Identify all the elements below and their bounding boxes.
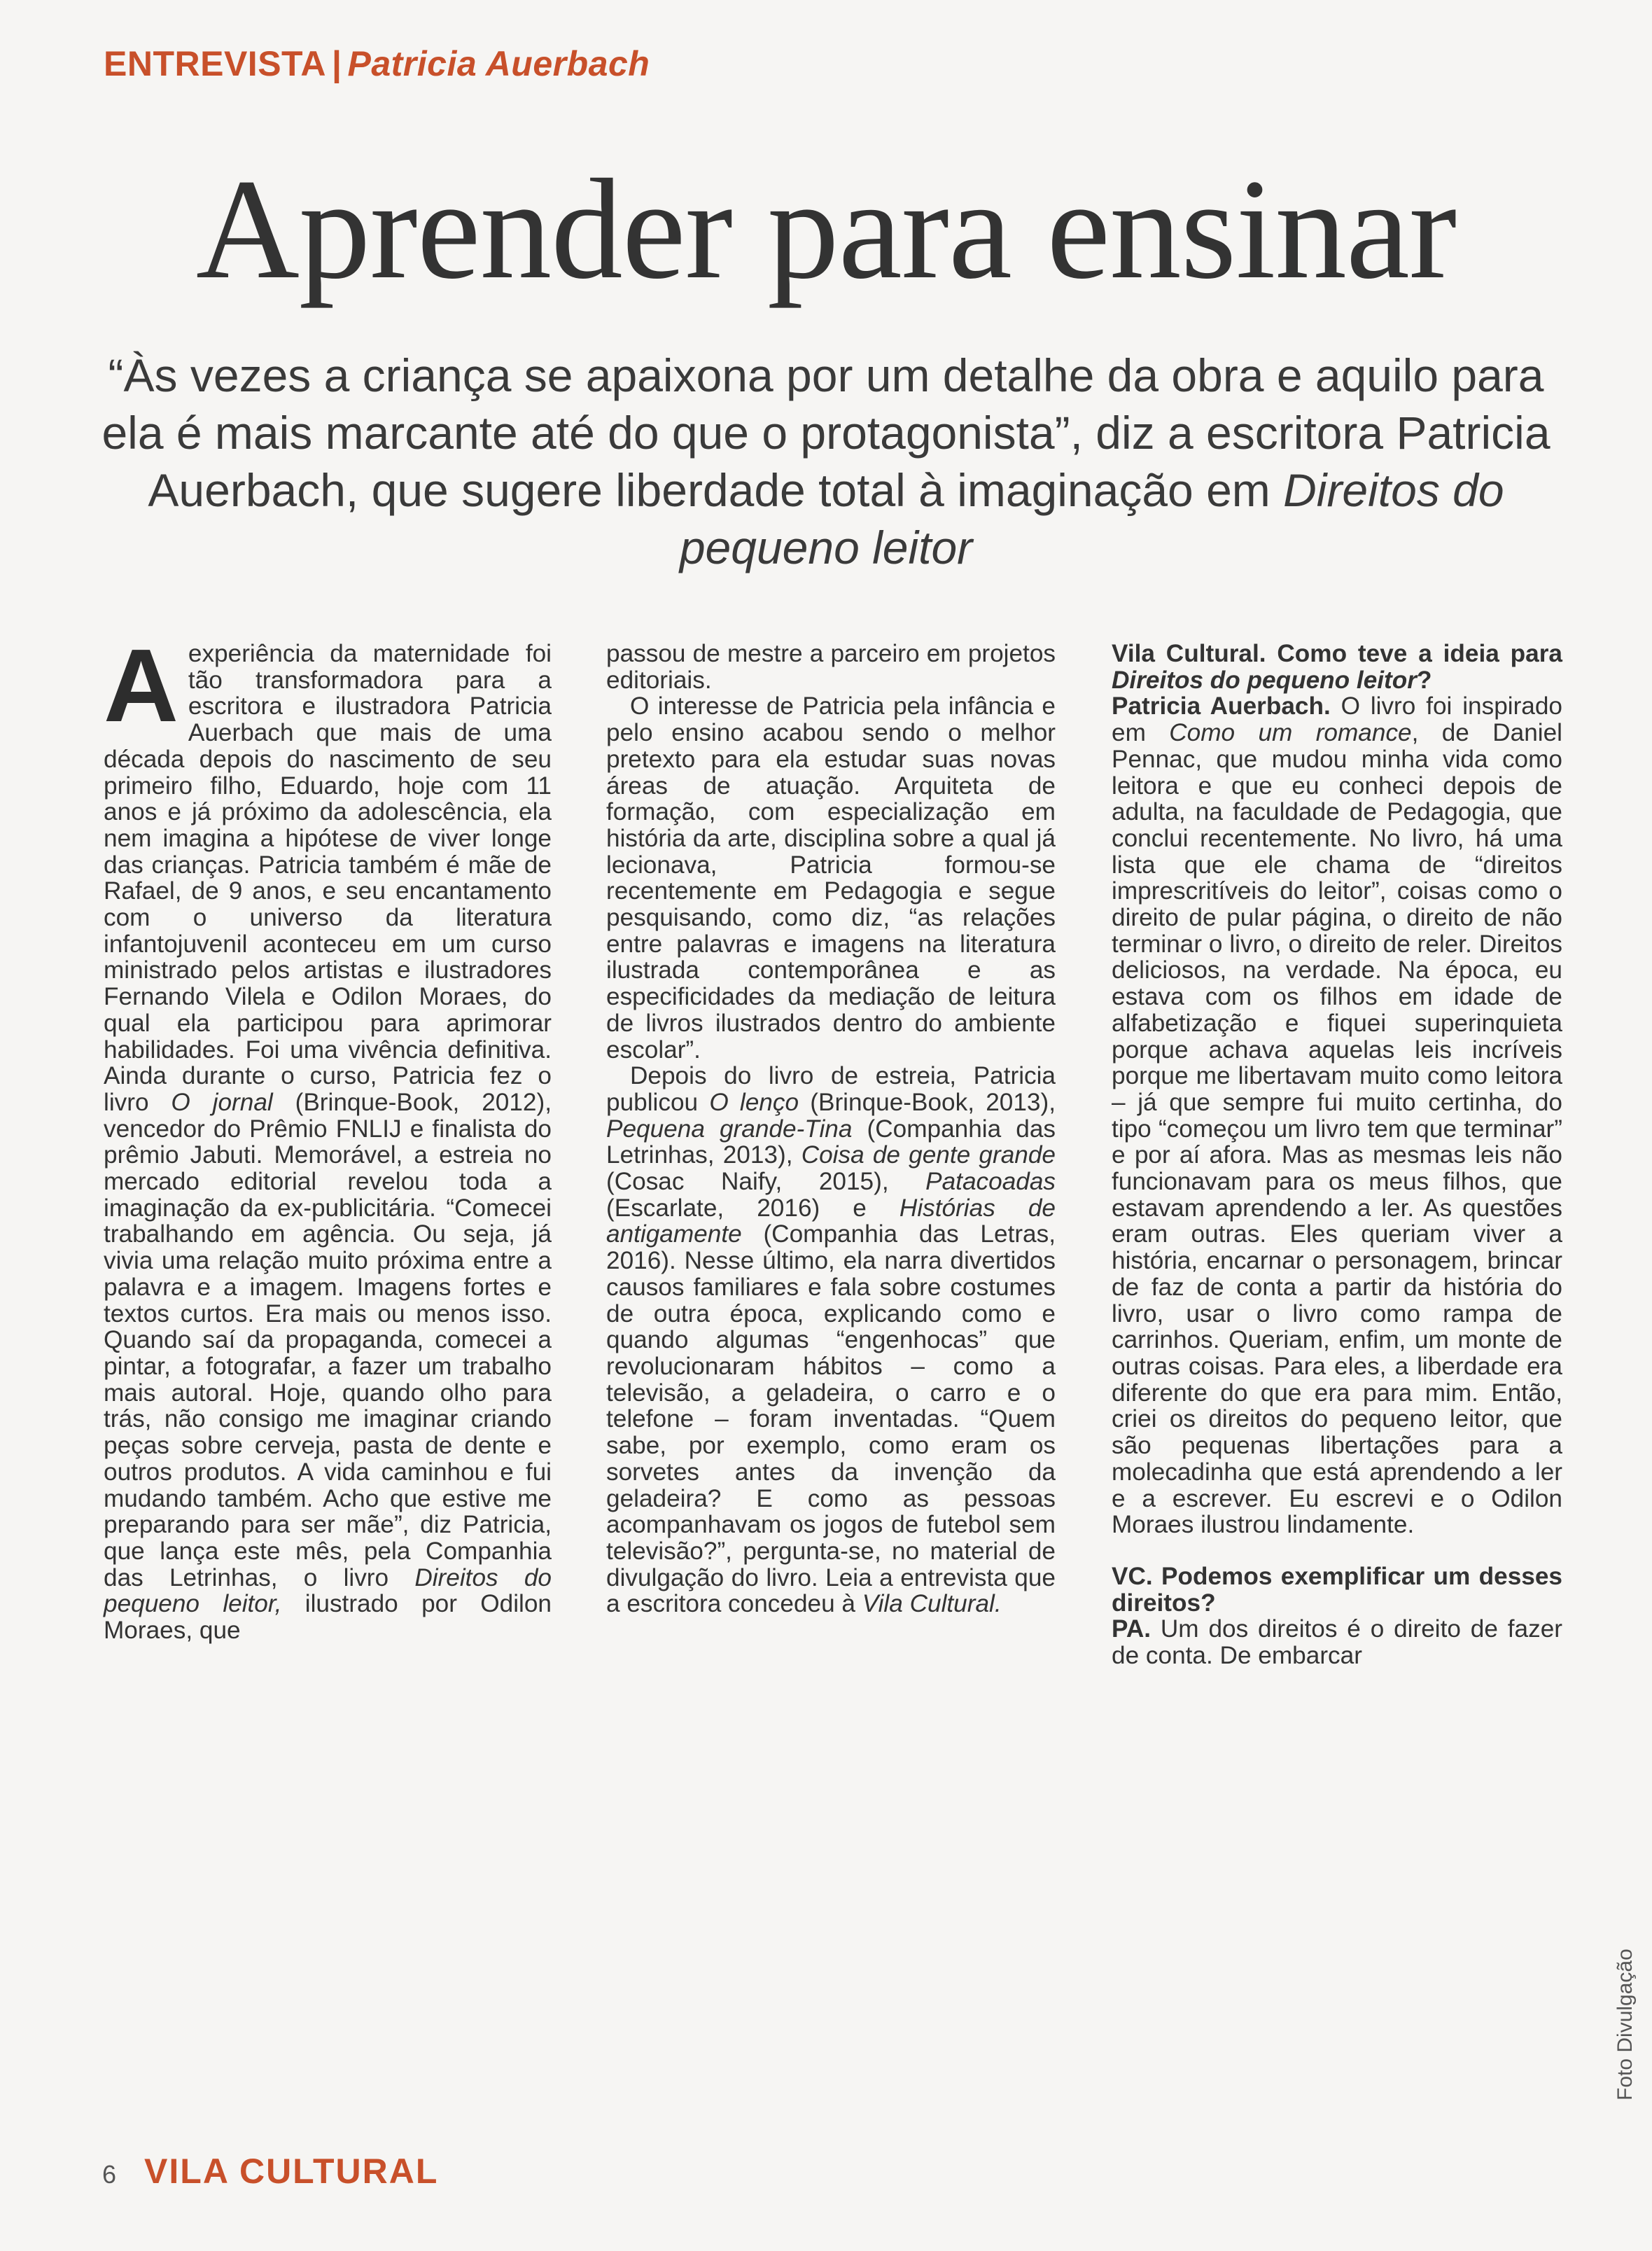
paragraph <box>606 1063 1056 1617</box>
paragraph <box>104 628 552 1645</box>
article-column-1 <box>104 628 552 1645</box>
interview-question <box>1112 641 1562 693</box>
text-run: (Companhia das Letras, 2016). Nesse último, ela narra divertidos causos familiares e fala sobre costumes de outra época, explicando como e quando algumas “engenhocas” que revolucionaram hábitos – como a televisão, a geladeira, o carro e o telefone – foram inventadas. “Quem sabe, por exemplo, como eram os sorvetes antes da invenção da geladeira? E como as pessoas acompanhavam os jogos de futebol sem televisão?”, pergunta-se, no material de divulgação do livro. Leia a entrevista que a escritora concedeu à <box>606 1220 1056 1618</box>
article-column-3 <box>1112 641 1562 1669</box>
paragraph: O interesse de Patricia pela infância e pelo ensino acabou sendo o melhor pretexto para ela estudar suas novas áreas de atuação. Arquiteta de formação, com especialização em história da arte, disciplina sobre a qual já lecionava, Patricia formou-se recentemente em Pedagogia e segue pesquisando, como diz, “as relações entre palavras e imagens na literatura ilustrada contemporânea e as especificidades da mediação de leitura de livros ilustrados dentro do ambiente escolar”. <box>606 692 1056 1064</box>
headline: Aprender para ensinar <box>195 150 1457 309</box>
photo-credit: Foto Divulgação <box>1614 1949 1637 2100</box>
page-number: 6 <box>102 2160 117 2189</box>
page-footer <box>102 2151 438 2191</box>
drop-cap: A <box>104 628 178 744</box>
book-title: Direitos do pequeno leitor, <box>104 1563 552 1618</box>
text-run: Vila Cultural. Como teve a ideia para <box>1112 640 1562 667</box>
section-separator: | <box>332 44 342 83</box>
text-run: ? <box>1416 666 1432 694</box>
speaker-label: Patricia Auerbach. <box>1112 692 1331 720</box>
text-run: experiência da maternidade foi tão transformadora para a escritora e ilustradora Patricia Auerbach que mais de uma década depois do nascimento de seu primeiro filho, Eduardo, hoje com 11 anos e já próximo da adolescência, ela nem imagina a hipótese de viver longe das crianças. Patricia também é mãe de Rafael, de 9 anos, e seu encantamento com o universo da literatura infantojuvenil aconteceu em um curso ministrado pelos artistas e ilustradores Fernando Vilela e Odilon Moraes, do qual ela participou para aprimorar habilidades. Foi uma vivência definitiva. Ainda durante o curso, Patricia fez o livro <box>104 640 552 1116</box>
text-run: Um dos direitos é o direito de fazer de conta. De embarcar <box>1112 1615 1562 1670</box>
interviewee-name: Patricia Auerbach <box>347 44 650 83</box>
text-run: , de Daniel Pennac, que mudou minha vida como leitora e que eu conheci depois de adulta, na faculdade de Pedagogia, que conclui recentemente. No livro, há uma lista que ele chama de “direitos imprescritíveis do leitor”, coisas como o direito de pular página, o direito de não terminar o livro, o direito de reler. Direitos deliciosos, na verdade. Na época, eu estava com os filhos em idade de alfabetização e fiquei superinquieta porque achava aquelas leis incríveis porque me libertavam muito como leitora – já que sempre fui muito certinha, do tipo “começou um livro tem que terminar” e por aí afora. Mas as mesmas leis não funcionavam para os meus filhos, que estavam aprendendo a ler. As questões eram outras. Eles queriam viver a história, encarnar o personagem, brincar de faz de conta a partir da história do livro, usar o livro como rampa de carrinhos. Queriam, enfim, um monte de outras coisas. Para eles, a liberdade era diferente do que era para mim. Então, criei os direitos do pequeno leitor, que são pequenas libertações para a molecadinha que está aprendendo a ler e a escrever. Eu escrevi e o Odilon Moraes ilustrou lindamente. <box>1112 719 1562 1539</box>
section-name: ENTREVISTA <box>104 44 326 83</box>
text-run: ilustrado por Odilon Moraes, que <box>104 1590 552 1645</box>
spacer <box>1112 1538 1562 1563</box>
interview-answer <box>1112 693 1562 1538</box>
magazine-name: VILA CULTURAL <box>144 2152 439 2191</box>
text-run: (Escarlate, 2016) e <box>606 1194 899 1222</box>
interview-answer <box>1112 1616 1562 1668</box>
text-run: (Companhia das Letrinhas, 2013), <box>606 1115 1056 1169</box>
speaker-label: PA. <box>1112 1615 1152 1643</box>
text-run: (Brinque-Book, 2013), <box>799 1088 1056 1116</box>
lede-book-title: Direitos do pequeno leitor <box>679 464 1504 573</box>
lede-text: “Às vezes a criança se apaixona por um detalhe da obra e aquilo para ela é mais marcante até do que o protagonista”, diz a escritora Patricia Auerbach, que sugere liberdade total à imaginação em <box>102 349 1550 516</box>
paragraph: passou de mestre a parceiro em projetos editoriais. <box>606 640 1056 694</box>
book-title: O lenço <box>709 1088 799 1116</box>
interview-question: VC. Podemos exemplificar um desses direitos? <box>1112 1562 1562 1617</box>
text-run: O livro foi inspirado em <box>1112 692 1563 747</box>
book-title: O jornal <box>171 1088 273 1116</box>
article-column-2 <box>606 641 1056 1617</box>
book-title: Histórias de antigamente <box>606 1194 1056 1248</box>
book-title: Patacoadas <box>925 1168 1056 1196</box>
book-title: Como um romance <box>1169 719 1412 747</box>
book-title: Coisa de gente grande <box>801 1141 1056 1169</box>
text-run: Depois do livro de estreia, Patricia publicou <box>606 1062 1056 1116</box>
book-title: Pequena grande-Tina <box>606 1115 853 1143</box>
text-run: (Cosac Naify, 2015), <box>606 1168 926 1196</box>
lede <box>91 347 1561 576</box>
text-run: (Brinque-Book, 2012), vencedor do Prêmio FNLIJ e finalista do prêmio Jabuti. Memorável, a estreia no mercado editorial revelou toda a imaginação da ex-publicitária. “Comecei trabalhando em agência. Ou seja, já vivia uma relação muito próxima entre a palavra e a imagem. Imagens fortes e textos curtos. Era mais ou menos isso. Quando saí da propaganda, comecei a pintar, a fotografar, a fazer um trabalho mais autoral. Hoje, quando olho para trás, não consigo me imaginar criando peças sobre cerveja, pasta de dente e outros produtos. A vida caminhou e fui mudando também. Acho que estive me preparando para ser mãe”, diz Patricia, que lança este mês, pela Companhia das Letrinhas, o livro <box>104 1088 552 1591</box>
section-label <box>104 43 650 84</box>
book-title: Direitos do pequeno leitor <box>1112 666 1417 694</box>
magazine-title: Vila Cultural. <box>862 1590 1002 1618</box>
